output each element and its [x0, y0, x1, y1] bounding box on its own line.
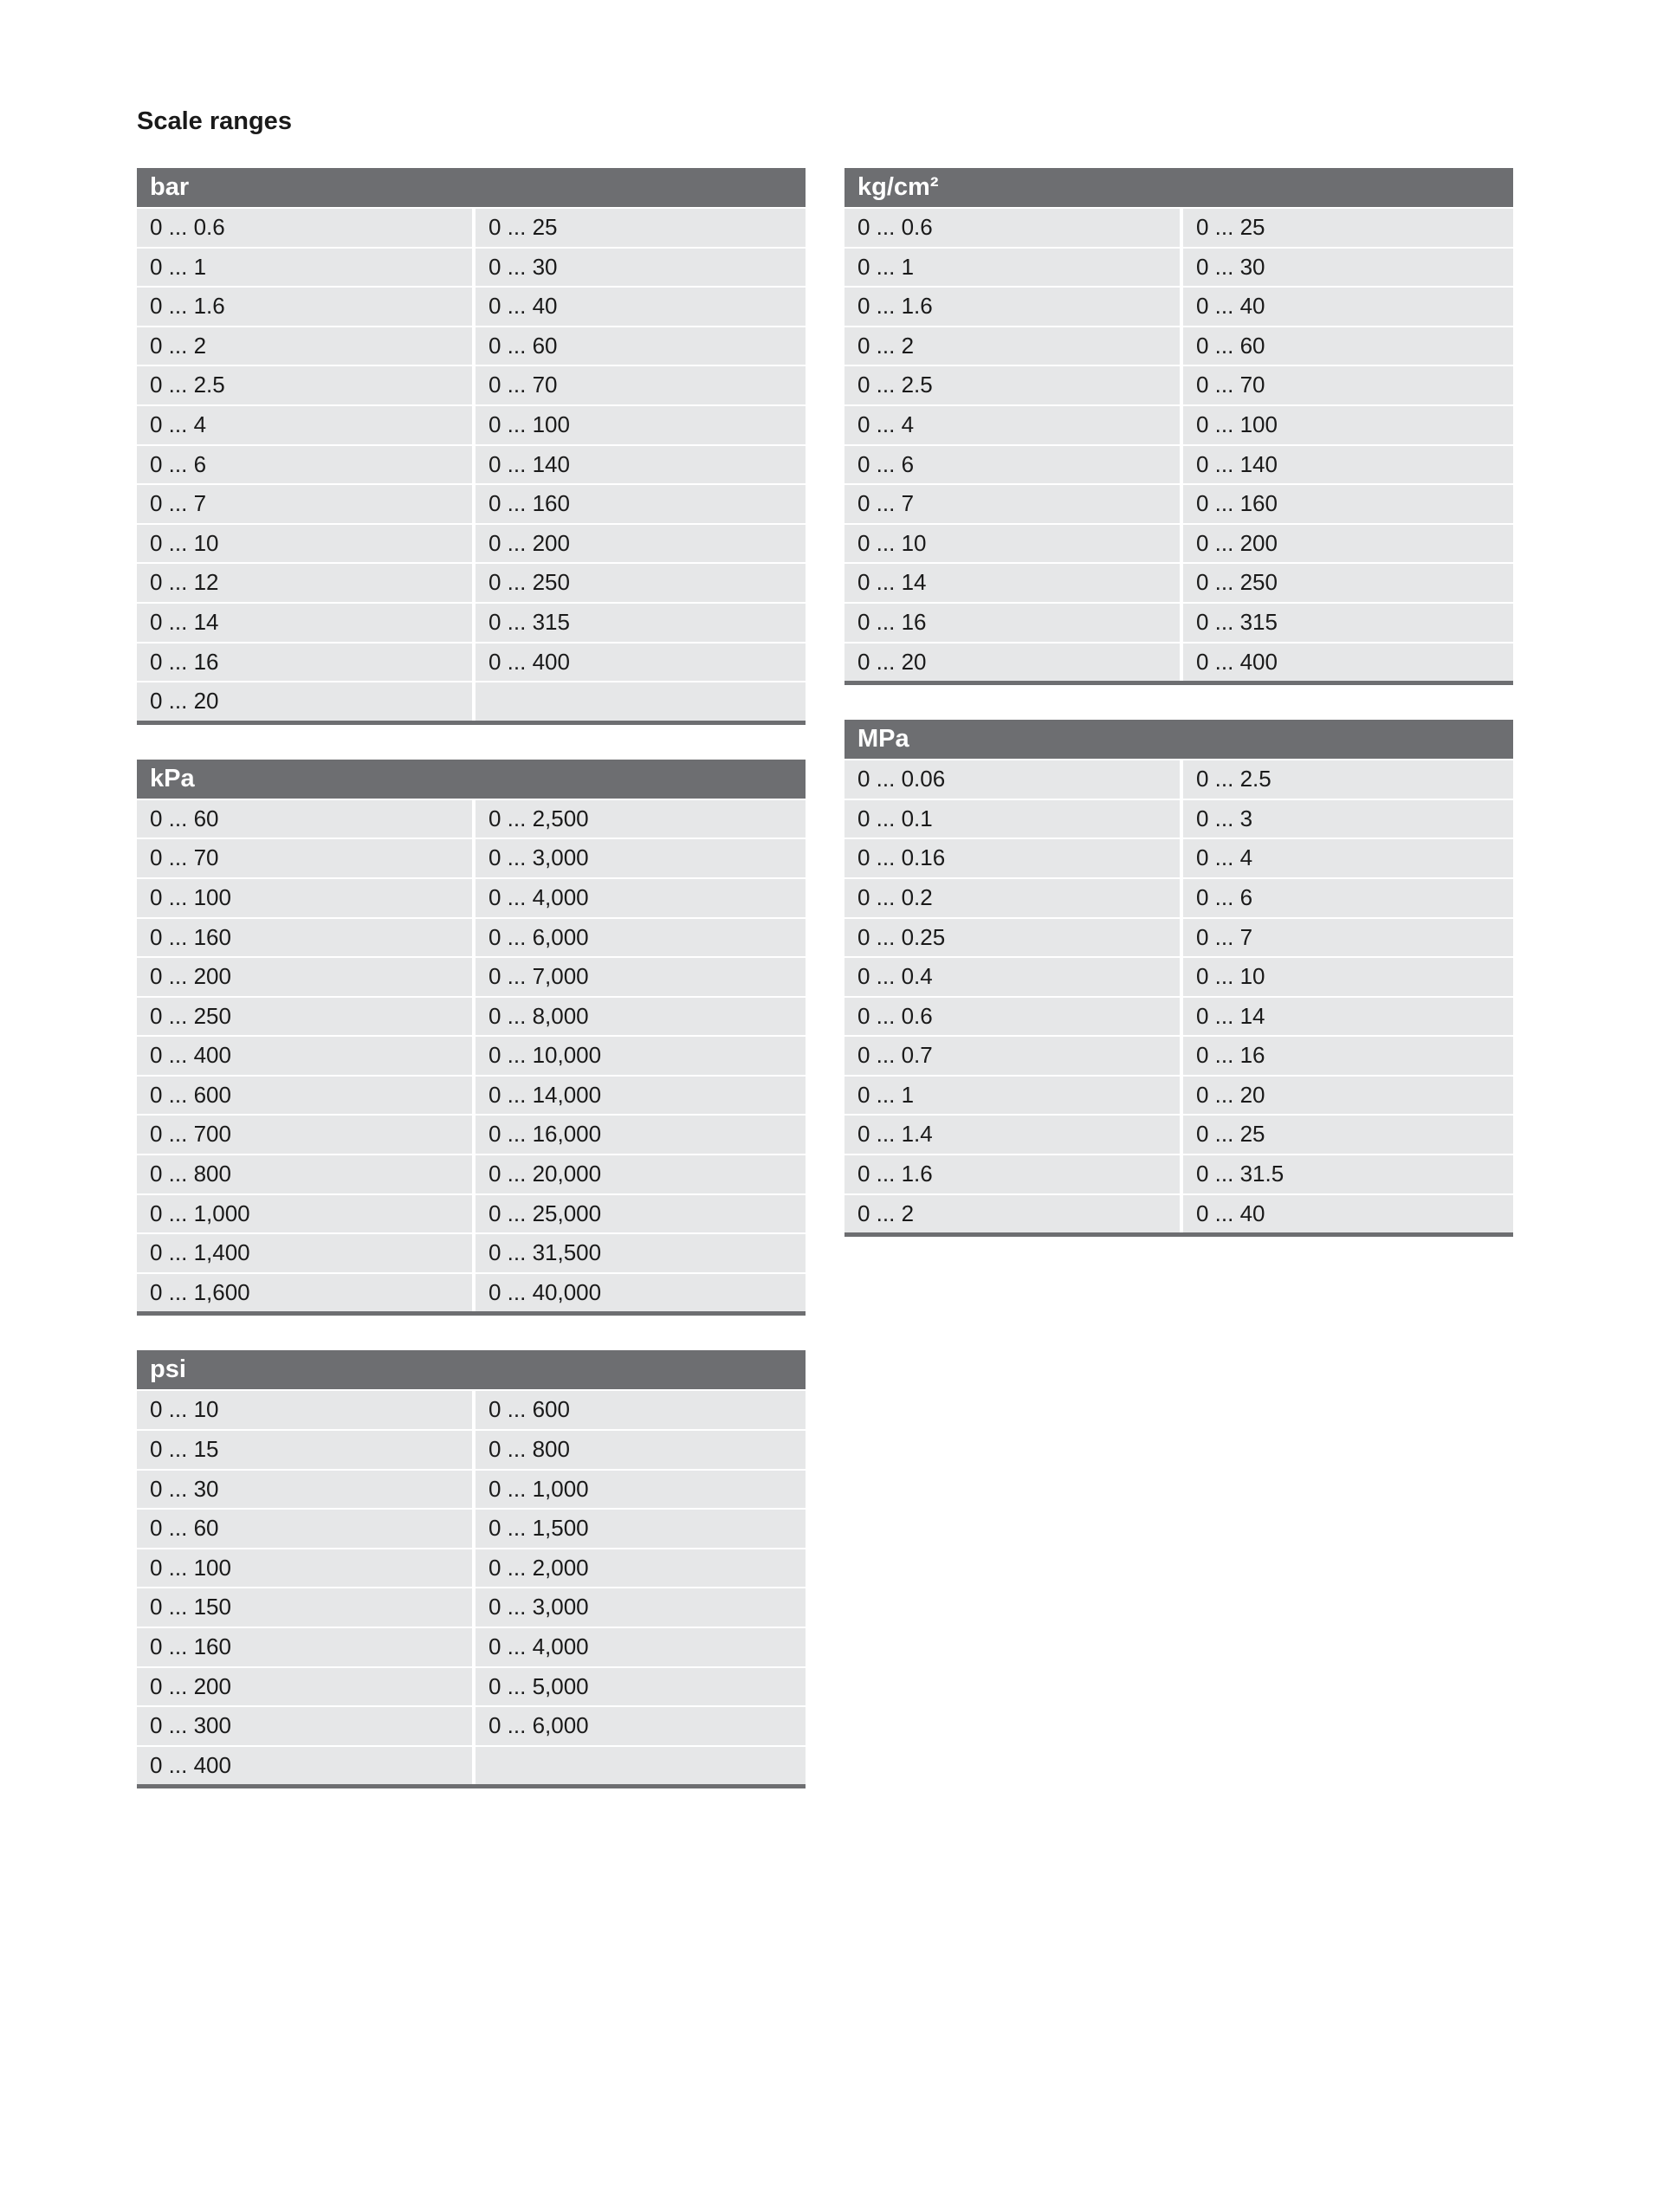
range-cell: 0 ... 800 [476, 1431, 806, 1469]
range-cell: 0 ... 400 [476, 644, 806, 682]
range-cell: 0 ... 4 [1183, 839, 1513, 877]
range-cell: 0 ... 3,000 [476, 839, 806, 877]
range-cell: 0 ... 40 [476, 288, 806, 326]
table-kpa [137, 760, 806, 1316]
range-cell: 0 ... 1.6 [137, 288, 476, 326]
table-row [844, 483, 1513, 523]
table-row [844, 562, 1513, 602]
range-cell: 0 ... 7 [1183, 919, 1513, 957]
range-cell: 0 ... 100 [1183, 406, 1513, 444]
range-cell: 0 ... 25 [1183, 209, 1513, 247]
table-row [137, 483, 806, 523]
table-row [844, 799, 1513, 838]
table-row [137, 1154, 806, 1193]
range-cell: 0 ... 0.16 [844, 839, 1183, 877]
range-cell: 0 ... 2.5 [844, 366, 1183, 404]
table-row [137, 1705, 806, 1745]
range-cell: 0 ... 1.4 [844, 1116, 1183, 1154]
table-row [137, 562, 806, 602]
table-row [137, 799, 806, 838]
range-cell: 0 ... 3,000 [476, 1588, 806, 1627]
table-kgcm2 [844, 168, 1513, 685]
table-psi [137, 1350, 806, 1788]
range-cell [476, 682, 806, 721]
table-bar [137, 168, 806, 725]
range-cell: 0 ... 25,000 [476, 1195, 806, 1233]
table-row [137, 1075, 806, 1115]
table-row [137, 917, 806, 957]
range-cell: 0 ... 25 [1183, 1116, 1513, 1154]
range-cell: 0 ... 1,400 [137, 1234, 476, 1272]
table-row [137, 877, 806, 917]
range-cell: 0 ... 2 [844, 327, 1183, 365]
range-cell: 0 ... 16 [1183, 1037, 1513, 1075]
table-row [137, 1389, 806, 1429]
table-row [137, 1587, 806, 1627]
range-cell: 0 ... 300 [137, 1707, 476, 1745]
range-cell: 0 ... 1.6 [844, 1155, 1183, 1193]
table-row [137, 1035, 806, 1075]
table-row [844, 286, 1513, 326]
range-cell: 0 ... 200 [137, 958, 476, 996]
range-cell: 0 ... 800 [137, 1155, 476, 1193]
range-cell: 0 ... 16 [844, 604, 1183, 642]
range-cell: 0 ... 5,000 [476, 1668, 806, 1706]
range-cell: 0 ... 31.5 [1183, 1155, 1513, 1193]
range-cell: 0 ... 60 [476, 327, 806, 365]
range-cell: 0 ... 16,000 [476, 1116, 806, 1154]
range-cell: 0 ... 4,000 [476, 1628, 806, 1666]
range-cell: 0 ... 1,500 [476, 1510, 806, 1548]
range-cell: 0 ... 6,000 [476, 919, 806, 957]
range-cell: 0 ... 0.06 [844, 760, 1183, 799]
range-cell: 0 ... 0.2 [844, 879, 1183, 917]
table-row [137, 1469, 806, 1509]
range-cell: 0 ... 7 [844, 485, 1183, 523]
table-row [137, 1272, 806, 1312]
range-cell: 0 ... 140 [1183, 446, 1513, 484]
range-cell: 0 ... 1 [137, 249, 476, 287]
table-row [844, 523, 1513, 563]
table-header-mpa: MPa [844, 720, 1513, 759]
table-header-kpa: kPa [137, 760, 806, 799]
range-cell: 0 ... 7,000 [476, 958, 806, 996]
range-cell: 0 ... 200 [476, 525, 806, 563]
range-cell: 0 ... 600 [137, 1077, 476, 1115]
range-cell: 0 ... 20,000 [476, 1155, 806, 1193]
range-cell: 0 ... 30 [476, 249, 806, 287]
table-row [137, 1193, 806, 1233]
table-row [137, 1232, 806, 1272]
range-cell: 0 ... 700 [137, 1116, 476, 1154]
range-cell: 0 ... 14,000 [476, 1077, 806, 1115]
table-row [844, 404, 1513, 444]
range-cell: 0 ... 60 [1183, 327, 1513, 365]
table-row [137, 1745, 806, 1785]
range-cell: 0 ... 200 [137, 1668, 476, 1706]
table-row [137, 996, 806, 1036]
range-cell: 0 ... 14 [137, 604, 476, 642]
table-row [137, 1114, 806, 1154]
range-cell: 0 ... 0.1 [844, 800, 1183, 838]
table-row [137, 642, 806, 682]
table-row [137, 1666, 806, 1706]
range-cell: 0 ... 10 [137, 1391, 476, 1429]
range-cell: 0 ... 200 [1183, 525, 1513, 563]
table-row [137, 681, 806, 721]
range-cell: 0 ... 60 [137, 800, 476, 838]
table-row [844, 917, 1513, 957]
range-cell: 0 ... 6 [1183, 879, 1513, 917]
range-cell: 0 ... 2 [844, 1195, 1183, 1233]
range-cell: 0 ... 250 [137, 998, 476, 1036]
table-header-kgcm2: kg/cm² [844, 168, 1513, 207]
range-cell: 0 ... 3 [1183, 800, 1513, 838]
range-cell: 0 ... 6 [137, 446, 476, 484]
table-row [844, 996, 1513, 1036]
range-cell: 0 ... 40 [1183, 1195, 1513, 1233]
range-cell: 0 ... 31,500 [476, 1234, 806, 1272]
range-cell: 0 ... 16 [137, 644, 476, 682]
range-cell: 0 ... 60 [137, 1510, 476, 1548]
table-row [137, 523, 806, 563]
range-cell: 0 ... 70 [476, 366, 806, 404]
table-row [844, 444, 1513, 484]
range-cell: 0 ... 6 [844, 446, 1183, 484]
range-cell: 0 ... 0.6 [844, 209, 1183, 247]
table-row [137, 602, 806, 642]
range-cell: 0 ... 6,000 [476, 1707, 806, 1745]
range-cell: 0 ... 600 [476, 1391, 806, 1429]
table-row [844, 1075, 1513, 1115]
table-header-psi: psi [137, 1350, 806, 1389]
range-cell: 0 ... 1.6 [844, 288, 1183, 326]
table-row [844, 365, 1513, 404]
table-row [844, 207, 1513, 247]
range-cell: 0 ... 150 [137, 1588, 476, 1627]
table-row [844, 956, 1513, 996]
table-row [137, 404, 806, 444]
range-cell: 0 ... 20 [844, 644, 1183, 682]
table-row [844, 326, 1513, 365]
table-row [844, 247, 1513, 287]
range-cell: 0 ... 160 [476, 485, 806, 523]
table-row [844, 642, 1513, 682]
range-cell: 0 ... 400 [137, 1037, 476, 1075]
table-row [137, 1548, 806, 1588]
range-cell: 0 ... 12 [137, 564, 476, 602]
left-column [137, 168, 806, 1823]
table-row [137, 444, 806, 484]
range-cell: 0 ... 0.25 [844, 919, 1183, 957]
range-cell: 0 ... 10 [1183, 958, 1513, 996]
range-cell: 0 ... 160 [137, 1628, 476, 1666]
range-cell: 0 ... 100 [137, 879, 476, 917]
range-cell: 0 ... 70 [1183, 366, 1513, 404]
table-row [137, 838, 806, 877]
right-column [844, 168, 1513, 1271]
table-row [844, 1154, 1513, 1193]
range-cell [476, 1747, 806, 1785]
range-cell: 0 ... 1,000 [137, 1195, 476, 1233]
table-row [844, 759, 1513, 799]
range-cell: 0 ... 400 [1183, 644, 1513, 682]
range-cell: 0 ... 160 [1183, 485, 1513, 523]
range-cell: 0 ... 1,600 [137, 1274, 476, 1312]
table-header-bar: bar [137, 168, 806, 207]
table-row [137, 207, 806, 247]
table-row [137, 956, 806, 996]
range-cell: 0 ... 14 [1183, 998, 1513, 1036]
range-cell: 0 ... 100 [137, 1549, 476, 1588]
page-title: Scale ranges [137, 107, 292, 135]
range-cell: 0 ... 2 [137, 327, 476, 365]
table-row [137, 1508, 806, 1548]
range-cell: 0 ... 7 [137, 485, 476, 523]
range-cell: 0 ... 14 [844, 564, 1183, 602]
table-row [844, 877, 1513, 917]
table-mpa [844, 720, 1513, 1237]
range-cell: 0 ... 40,000 [476, 1274, 806, 1312]
range-cell: 0 ... 0.6 [137, 209, 476, 247]
table-row [137, 1429, 806, 1469]
range-cell: 0 ... 2.5 [1183, 760, 1513, 799]
range-cell: 0 ... 140 [476, 446, 806, 484]
table-row [844, 1114, 1513, 1154]
range-cell: 0 ... 10 [137, 525, 476, 563]
range-cell: 0 ... 10 [844, 525, 1183, 563]
range-cell: 0 ... 4 [137, 406, 476, 444]
table-row [844, 1193, 1513, 1233]
table-row [137, 326, 806, 365]
range-cell: 0 ... 30 [137, 1471, 476, 1509]
range-cell: 0 ... 10,000 [476, 1037, 806, 1075]
range-cell: 0 ... 250 [1183, 564, 1513, 602]
range-cell: 0 ... 100 [476, 406, 806, 444]
range-cell: 0 ... 70 [137, 839, 476, 877]
range-cell: 0 ... 400 [137, 1747, 476, 1785]
table-row [844, 838, 1513, 877]
table-row [137, 1627, 806, 1666]
range-cell: 0 ... 20 [137, 682, 476, 721]
table-row [137, 286, 806, 326]
range-cell: 0 ... 160 [137, 919, 476, 957]
range-cell: 0 ... 25 [476, 209, 806, 247]
range-cell: 0 ... 0.6 [844, 998, 1183, 1036]
range-cell: 0 ... 315 [1183, 604, 1513, 642]
range-cell: 0 ... 250 [476, 564, 806, 602]
range-cell: 0 ... 0.7 [844, 1037, 1183, 1075]
range-cell: 0 ... 15 [137, 1431, 476, 1469]
range-cell: 0 ... 2,500 [476, 800, 806, 838]
range-cell: 0 ... 4,000 [476, 879, 806, 917]
range-cell: 0 ... 4 [844, 406, 1183, 444]
range-cell: 0 ... 2.5 [137, 366, 476, 404]
range-cell: 0 ... 1 [844, 249, 1183, 287]
table-row [137, 365, 806, 404]
range-cell: 0 ... 1 [844, 1077, 1183, 1115]
table-row [844, 1035, 1513, 1075]
range-cell: 0 ... 40 [1183, 288, 1513, 326]
range-cell: 0 ... 0.4 [844, 958, 1183, 996]
range-cell: 0 ... 30 [1183, 249, 1513, 287]
range-cell: 0 ... 315 [476, 604, 806, 642]
range-cell: 0 ... 20 [1183, 1077, 1513, 1115]
range-cell: 0 ... 1,000 [476, 1471, 806, 1509]
table-row [137, 247, 806, 287]
range-cell: 0 ... 2,000 [476, 1549, 806, 1588]
range-cell: 0 ... 8,000 [476, 998, 806, 1036]
table-row [844, 602, 1513, 642]
